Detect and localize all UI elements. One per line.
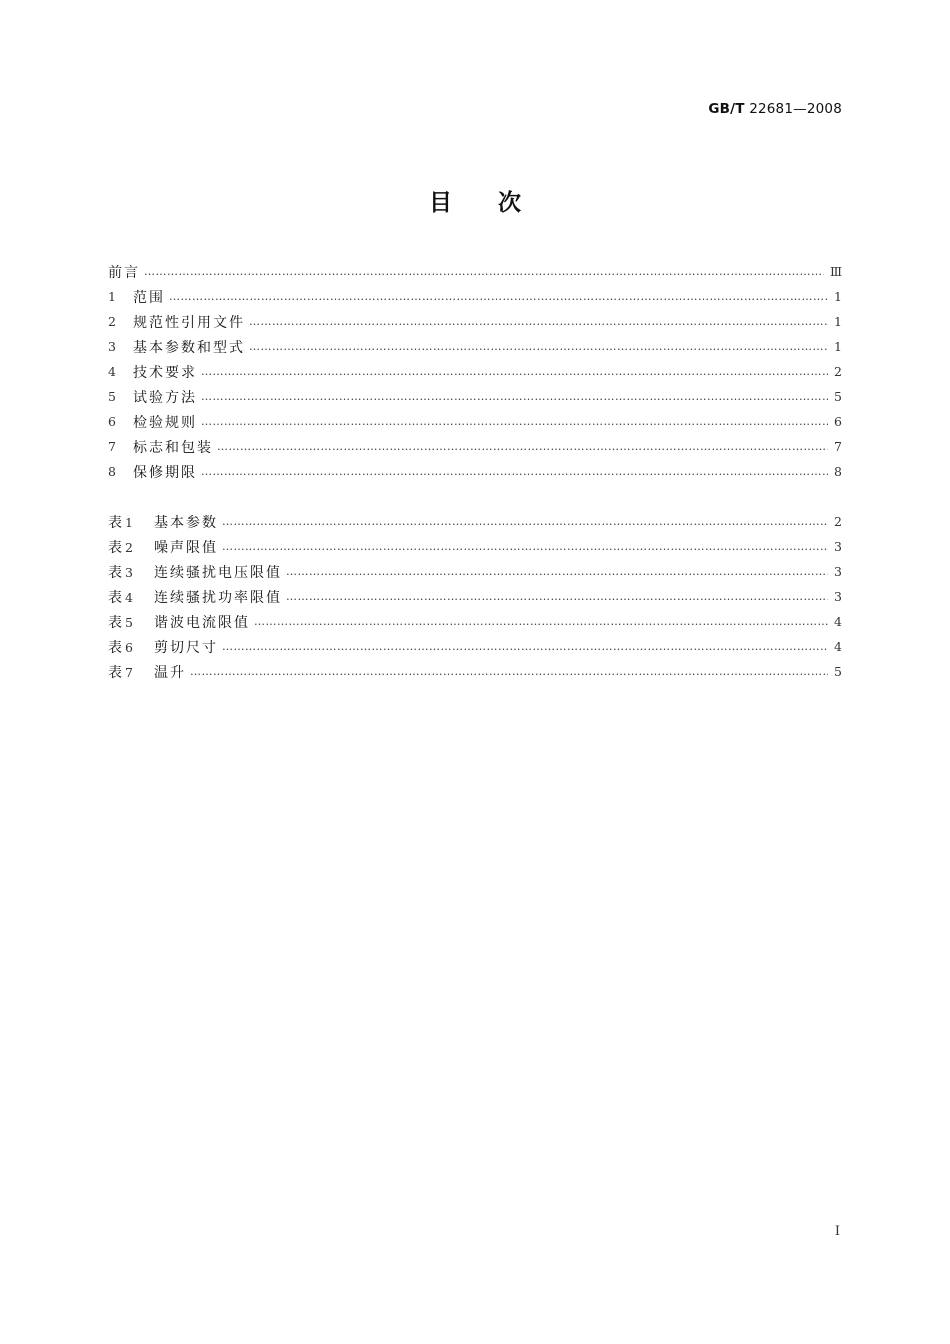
toc-entry-page: 4 [834, 639, 842, 654]
toc-entry-label: 保修期限 [133, 464, 197, 481]
toc-entry-page: 3 [834, 589, 842, 604]
toc-entry-section-7[interactable] [108, 434, 842, 459]
dot-leader [286, 565, 828, 579]
toc-entry-page: 1 [834, 289, 842, 304]
table-prefix: 表 [108, 539, 122, 556]
dot-leader [249, 340, 828, 354]
dot-leader [222, 640, 828, 654]
toc-entry-label: 前言 [108, 264, 140, 281]
toc-entry-page: 7 [834, 439, 842, 454]
table-number [108, 562, 154, 582]
standard-year-number: 22681—2008 [749, 101, 842, 117]
toc-entry-page: 2 [834, 364, 842, 379]
toc-entry-table-6[interactable] [108, 634, 842, 659]
dot-leader [190, 665, 828, 679]
toc-entry-label: 检验规则 [133, 414, 197, 431]
toc-entry-number: 8 [108, 464, 116, 479]
toc-entry-label: 标志和包装 [133, 439, 213, 456]
toc-entry-number: 4 [108, 364, 116, 379]
toc-entry-table-3[interactable] [108, 559, 842, 584]
dot-leader [222, 515, 828, 529]
toc-entry-section-2[interactable] [108, 309, 842, 334]
page-number: I [834, 1224, 840, 1239]
toc-entry-page: 4 [834, 614, 842, 629]
table-prefix: 表 [108, 589, 122, 606]
toc-entry-page: 6 [834, 414, 842, 429]
table-prefix: 表 [108, 639, 122, 656]
table-index: 6 [125, 639, 133, 655]
toc-entry-table-1[interactable] [108, 509, 842, 534]
toc-sections-list [108, 259, 842, 484]
table-index: 4 [125, 589, 133, 605]
table-prefix: 表 [108, 514, 122, 531]
toc-entry-label: 连续骚扰功率限值 [154, 589, 282, 606]
toc-entry-number: 1 [108, 289, 116, 304]
toc-entry-table-7[interactable] [108, 659, 842, 684]
dot-leader [169, 290, 828, 304]
toc-entry-label: 噪声限值 [154, 539, 218, 556]
toc-entry-foreword[interactable] [108, 259, 842, 284]
toc-entry-section-6[interactable] [108, 409, 842, 434]
standard-code: GB/T [708, 101, 745, 117]
table-number [108, 612, 154, 632]
toc-entry-number: 7 [108, 439, 116, 454]
dot-leader [201, 465, 828, 479]
toc-entry-label: 基本参数 [154, 514, 218, 531]
dot-leader [286, 590, 828, 604]
toc-entry-table-4[interactable] [108, 584, 842, 609]
table-index: 5 [125, 614, 133, 630]
table-number [108, 587, 154, 607]
toc-entry-page: 2 [834, 514, 842, 529]
dot-leader [201, 415, 828, 429]
toc-entry-section-1[interactable] [108, 284, 842, 309]
toc-entry-table-2[interactable] [108, 534, 842, 559]
dot-leader [201, 390, 828, 404]
toc-tables-list [108, 509, 842, 684]
toc-entry-page: 3 [834, 564, 842, 579]
toc-entry-label: 基本参数和型式 [133, 339, 245, 356]
dot-leader [254, 615, 828, 629]
toc-entry-table-5[interactable] [108, 609, 842, 634]
toc-entry-number: 3 [108, 339, 116, 354]
dot-leader [249, 315, 828, 329]
toc-entry-label: 连续骚扰电压限值 [154, 564, 282, 581]
table-index: 2 [125, 539, 133, 555]
toc-entry-section-3[interactable] [108, 334, 842, 359]
toc-entry-section-8[interactable] [108, 459, 842, 484]
toc-entry-label: 试验方法 [133, 389, 197, 406]
table-index: 3 [125, 564, 133, 580]
toc-entry-number: 6 [108, 414, 116, 429]
toc-entry-label: 范围 [133, 289, 165, 306]
page-title: 目次 [429, 190, 567, 216]
dot-leader [144, 265, 824, 279]
toc-entry-page: 1 [834, 339, 842, 354]
toc-entry-page: 8 [834, 464, 842, 479]
toc-entry-section-5[interactable] [108, 384, 842, 409]
table-index: 1 [125, 514, 133, 530]
toc-entry-page: 3 [834, 539, 842, 554]
toc-entry-page: 5 [834, 389, 842, 404]
table-number [108, 537, 154, 557]
toc-entry-label: 剪切尺寸 [154, 639, 218, 656]
toc-entry-section-4[interactable] [108, 359, 842, 384]
table-prefix: 表 [108, 564, 122, 581]
toc-entry-page: 1 [834, 314, 842, 329]
toc-entry-page: Ⅲ [829, 264, 842, 279]
table-number [108, 512, 154, 532]
toc-entry-label: 温升 [154, 664, 186, 681]
toc-entry-label: 规范性引用文件 [133, 314, 245, 331]
table-number [108, 662, 154, 682]
dot-leader [222, 540, 828, 554]
standard-number [708, 101, 842, 117]
table-number [108, 637, 154, 657]
table-prefix: 表 [108, 614, 122, 631]
toc-entry-number: 5 [108, 389, 116, 404]
toc-entry-label: 技术要求 [133, 364, 197, 381]
toc-entry-page: 5 [834, 664, 842, 679]
table-prefix: 表 [108, 664, 122, 681]
dot-leader [201, 365, 828, 379]
toc-entry-number: 2 [108, 314, 116, 329]
table-index: 7 [125, 664, 133, 680]
dot-leader [217, 440, 828, 454]
toc-entry-label: 谐波电流限值 [154, 614, 250, 631]
